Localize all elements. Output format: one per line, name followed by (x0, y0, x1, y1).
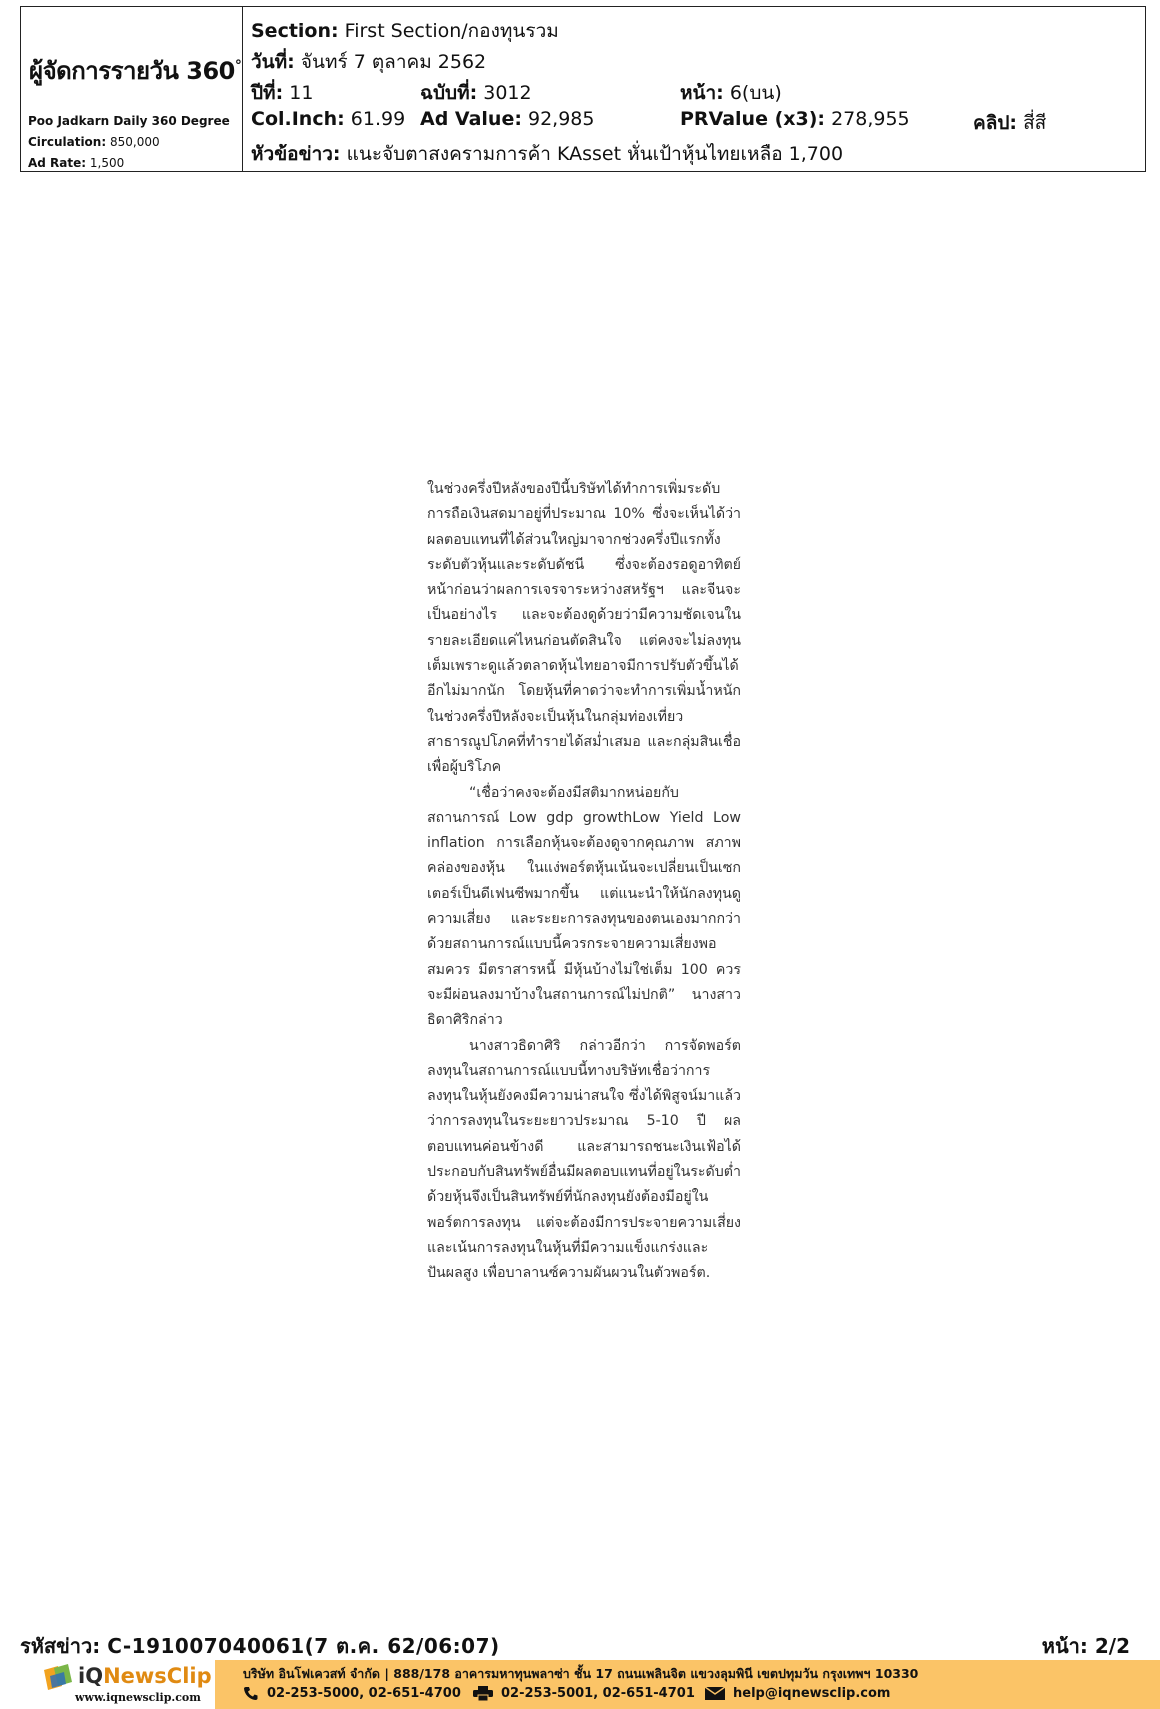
printer-icon (473, 1686, 493, 1701)
col-inch-label: Col.Inch: (251, 108, 345, 130)
news-id (20, 1630, 500, 1662)
article-paragraph-1: ในช่วงครึ่งปีหลังของปีนี้บริษัทได้ทำการเพิ่มระดับการถือเงินสดมาอยู่ที่ประมาณ 10% ซึ่งจะเห็นได้ว่าผลตอบแทนที่ได้ส่วนใหญ่มาจากช่วงครึ่งปีแรกทั้งระดับตัวหุ้นและระดับดัชนี ซึ่งจะต้องรอดูอาทิตย์หน้าก่อนว่าผลการเจรจาระหว่างสหรัฐฯ และจีนจะเป็นอย่างไร และจะต้องดูด้วยว่ามีความชัดเจนในรายละเอียดแค่ไหนก่อนตัดสินใจ แต่คงจะไม่ลงทุนเต็มเพราะดูแล้วตลาดหุ้นไทยอาจมีการปรับตัวขึ้นได้อีกไม่มากนัก โดยหุ้นที่คาดว่าจะทำการเพิ่มน้ำหนักในช่วงครึ่งปีหลังจะเป็นหุ้นในกลุ่มท่องเที่ยว สาธารณูปโภคที่ทำรายได้สม่ำเสมอ และกลุ่มสินเชื่อเพื่อผู้บริโภค (427, 481, 741, 776)
clip-header-box (20, 6, 1146, 172)
article-column (427, 477, 741, 1287)
news-id-value: C-191007040061(7 ต.ค. 62/06:07) (107, 1634, 500, 1658)
page-number-value: 2/2 (1094, 1634, 1130, 1658)
brand-iq: iQ (78, 1664, 104, 1688)
section-value: First Section/กองทุนรวม (344, 20, 559, 42)
issue-value: 3012 (483, 82, 532, 104)
publication-english-name: Poo Jadkarn Daily 360 Degree (28, 114, 230, 128)
issue-field (420, 78, 532, 108)
page-value: 6(บน) (729, 82, 782, 104)
clip-color-value: สี่สี (1023, 112, 1047, 134)
pr-value-value: 278,955 (831, 108, 910, 130)
article-paragraph-3: นางสาวธิดาศิริ กล่าวอีกว่า การจัดพอร์ตลงทุนในสถานการณ์แบบนี้ทางบริษัทเชื่อว่าการลงทุนในหุ้นยังคงมีความน่าสนใจ ซึ่งได้พิสูจน์มาแล้วว่าการลงทุนในระยะยาวประมาณ 5-10 ปี ผลตอบแทนค่อนข้างดี และสามารถชนะเงินเฟ้อได้ประกอบกับสินทรัพย์อื่นมีผลตอบแทนที่อยู่ในระดับต่ำด้วยหุ้นจึงเป็นสินทรัพย์ที่นักลงทุนยังต้องมีอยู่ในพอร์ตการลงทุน แต่จะต้องมีการประจายความเสี่ยง และเน้นการลงทุนในหุ้นที่มีความแข็งแกร่งและปันผลสูง เพื่อบาลานซ์ความผันผวนในตัวพอร์ต. (427, 1037, 741, 1282)
year-label: ปีที่: (251, 82, 284, 104)
phone-contact (243, 1686, 461, 1701)
page-number-label: หน้า: (1041, 1634, 1088, 1658)
news-id-label: รหัสข่าว: (20, 1634, 101, 1658)
circulation-label: Circulation: (28, 135, 107, 149)
article-paragraph-2: “เชื่อว่าคงจะต้องมีสติมากหน่อยกับสถานการณ์ Low gdp growthLow Yield Low inflation การเลือกหุ้นจะต้องดูจากคุณภาพ สภาพคล่องของหุ้น ในแง่พอร์ตหุ้นเน้นจะเปลี่ยนเป็นเซกเตอร์เป็นดีเฟนซีพมากขึ้น แต่แนะนำให้นักลงทุนดูความเสี่ยง และระยะการลงทุนของตนเองมากกว่า ด้วยสถานการณ์แบบนี้ควรกระจายความเสี่ยงพอสมควร มีตราสารหนี้ มีหุ้นบ้างไม่ใช่เต็ม 100 ควรจะมีผ่อนลงมาบ้างในสถานการณ์ไม่ปกติ” นางสาวธิดาศิริกล่าว (427, 784, 741, 1029)
contact-bar (215, 1660, 1160, 1709)
year-value: 11 (289, 82, 314, 104)
headline-label: หัวข้อข่าว: (251, 143, 341, 165)
brand-newsclip: NewsClip (103, 1664, 212, 1688)
footer-bar (0, 1660, 1160, 1709)
page-number (1042, 1630, 1130, 1662)
ad-rate-label: Ad Rate: (28, 156, 87, 170)
fax-contact (473, 1686, 695, 1701)
issue-label: ฉบับที่: (420, 82, 478, 104)
col-inch-value: 61.99 (350, 108, 406, 130)
section-field (251, 16, 559, 46)
page-field (680, 78, 782, 108)
pr-value-label: PRValue (x3): (680, 108, 826, 130)
ad-value-label: Ad Value: (420, 108, 522, 130)
col-inch-field (251, 108, 405, 130)
email-address: help@iqnewsclip.com (733, 1686, 891, 1701)
section-label: Section: (251, 20, 339, 42)
fax-numbers: 02-253-5001, 02-651-4701 (501, 1686, 695, 1701)
clip-color-field (973, 108, 1046, 138)
headline-field (251, 139, 843, 169)
email-contact (705, 1686, 890, 1701)
envelope-icon (705, 1687, 725, 1700)
phone-icon (243, 1686, 259, 1701)
ad-value-value: 92,985 (527, 108, 595, 130)
brand-name (78, 1664, 212, 1688)
degree-sign: ° (234, 58, 242, 74)
clip-color-label: คลิป: (973, 112, 1018, 134)
ad-rate-field (28, 156, 124, 170)
brand-url: www.iqnewsclip.com (75, 1691, 201, 1704)
company-address: บริษัท อินโฟเควสท์ จำกัด | 888/178 อาคารมหาทุนพลาซ่า ชั้น 17 ถนนเพลินจิต แขวงลุมพินี เขตปทุมวัน กรุงเทพฯ 10330 (243, 1666, 919, 1681)
ad-value-field (420, 108, 594, 130)
ad-rate-value: 1,500 (89, 156, 125, 170)
iqnewsclip-logo (0, 1660, 215, 1709)
pr-value-field (680, 108, 910, 130)
publication-panel (21, 7, 243, 171)
circulation-field (28, 135, 160, 149)
date-value: จันทร์ 7 ตุลาคม 2562 (300, 51, 487, 73)
page-label: หน้า: (680, 82, 724, 104)
headline-value: แนะจับตาสงครามการค้า KAsset หั่นเป้าหุ้นไทยเหลือ 1,700 (346, 143, 844, 165)
year-field (251, 78, 313, 108)
date-field (251, 47, 486, 77)
publication-logo (29, 51, 241, 90)
phone-numbers: 02-253-5000, 02-651-4700 (267, 1686, 461, 1701)
clip-metadata-panel (243, 7, 1145, 171)
circulation-value: 850,000 (109, 135, 160, 149)
newsclip-mark-icon (42, 1664, 78, 1692)
publication-name: ผู้จัดการรายวัน 360 (29, 57, 235, 85)
date-label: วันที่: (251, 51, 295, 73)
